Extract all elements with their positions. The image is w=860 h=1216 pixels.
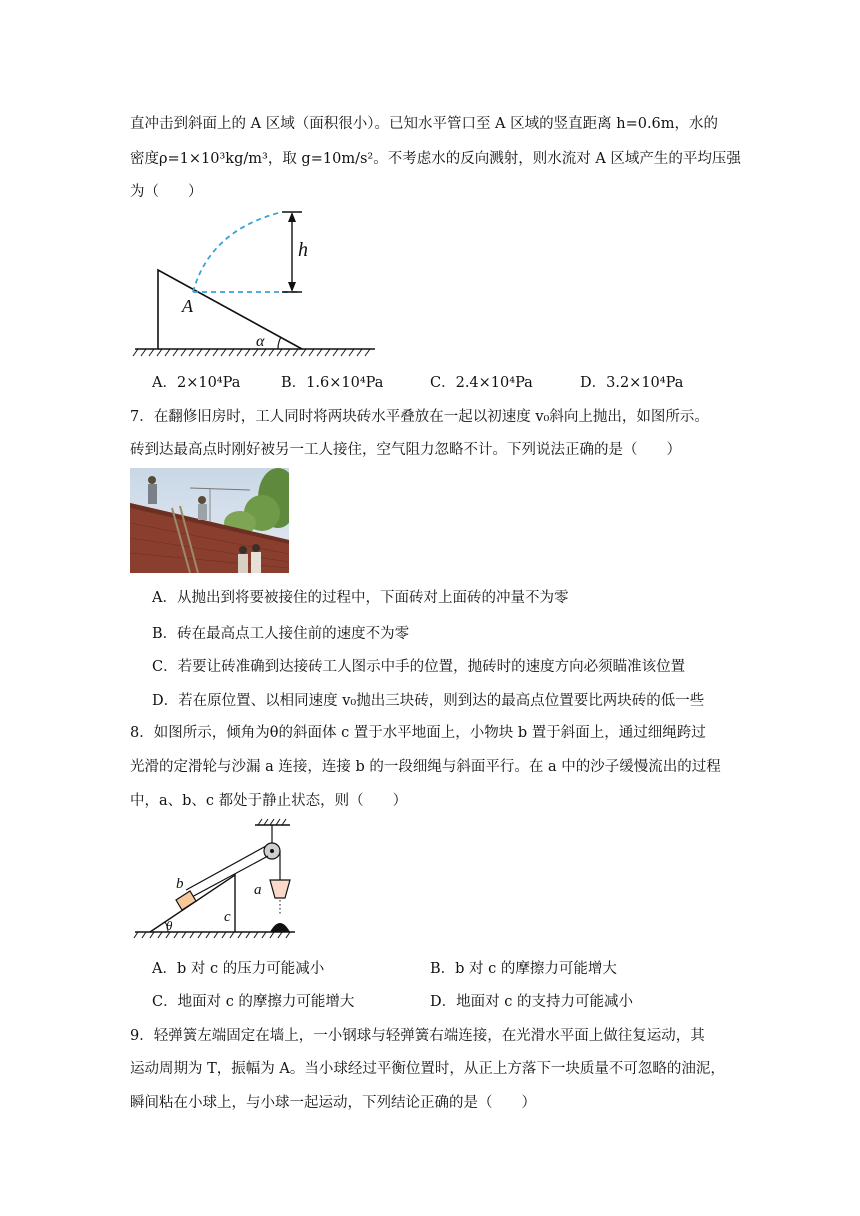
label-alpha: α bbox=[256, 333, 265, 350]
q8-option-b: B．b 对 c 的摩擦力可能增大 bbox=[430, 961, 617, 977]
q8-option-c: C．地面对 c 的摩擦力可能增大 bbox=[152, 994, 355, 1010]
sand-pile bbox=[270, 923, 290, 932]
water-trajectory bbox=[193, 212, 282, 292]
q6-incline-diagram bbox=[130, 200, 380, 362]
label-c: c bbox=[224, 909, 231, 925]
label-A: A bbox=[182, 296, 193, 316]
q7-text-line-2: 砖到达最高点时刚好被另一工人接住，空气阻力忽略不计。下列说法正确的是（ ） bbox=[130, 442, 681, 458]
q7-text-line-1: 7．在翻修旧房时，工人同时将两块砖水平叠放在一起以初速度 v₀斜向上抛出，如图所示。 bbox=[130, 409, 709, 425]
label-a: a bbox=[254, 882, 262, 898]
q9-text-line-3: 瞬间粘在小球上，与小球一起运动，下列结论正确的是（ ） bbox=[130, 1095, 536, 1111]
q6-option-c: C．2.4×10⁴Pa bbox=[430, 375, 533, 391]
q6-text-line-3: 为（ ） bbox=[130, 184, 203, 200]
q6-option-d: D．3.2×10⁴Pa bbox=[580, 375, 684, 391]
q8-pulley-diagram bbox=[130, 818, 300, 944]
brick-throwing-photo bbox=[130, 468, 289, 573]
q7-option-d: D．若在原位置、以相同速度 v₀抛出三块砖，则到达的最高点位置要比两块砖的低一些 bbox=[152, 693, 705, 709]
q9-text-line-2: 运动周期为 T，振幅为 A。当小球经过平衡位置时，从正上方落下一块质量不可忽略的油泥， bbox=[130, 1061, 725, 1077]
q7-option-c: C．若要让砖准确到达接砖工人图示中手的位置，抛砖时的速度方向必须瞄准该位置 bbox=[152, 659, 686, 675]
q8-text-line-1: 8．如图所示，倾角为θ的斜面体 c 置于水平地面上，小物块 b 置于斜面上，通过细绳跨过 bbox=[130, 725, 706, 741]
label-theta: θ bbox=[166, 918, 173, 933]
q8-option-d: D．地面对 c 的支持力可能减小 bbox=[430, 994, 633, 1010]
block-b bbox=[176, 891, 196, 910]
q8-text-line-2: 光滑的定滑轮与沙漏 a 连接，连接 b 的一段细绳与斜面平行。在 a 中的沙子缓慢流出的过程 bbox=[130, 759, 721, 775]
q8-option-a: A．b 对 c 的压力可能减小 bbox=[152, 961, 325, 977]
q9-text-line-1: 9．轻弹簧左端固定在墙上，一小钢球与轻弹簧右端连接，在光滑水平面上做往复运动，其 bbox=[130, 1028, 705, 1044]
q8-text-line-3: 中，a、b、c 都处于静止状态，则（ ） bbox=[130, 793, 408, 809]
angle-arc bbox=[278, 337, 281, 349]
q7-option-b: B．砖在最高点工人接住前的速度不为零 bbox=[152, 626, 410, 642]
sand-funnel-a bbox=[270, 880, 290, 898]
q6-option-b: B．1.6×10⁴Pa bbox=[281, 375, 384, 391]
q7-option-a: A．从抛出到将要被接住的过程中，下面砖对上面砖的冲量不为零 bbox=[152, 590, 569, 606]
label-h: h bbox=[298, 239, 308, 261]
q6-text-line-2: 密度ρ=1×10³kg/m³，取 g=10m/s²。不考虑水的反向溅射，则水流对 A 区域产生的平均压强 bbox=[130, 151, 741, 167]
label-b: b bbox=[176, 876, 184, 892]
q6-text-line-1: 直冲击到斜面上的 A 区域（面积很小）。已知水平管口至 A 区域的竖直距离 h=0.6m，水的 bbox=[130, 116, 719, 132]
q6-option-a: A．2×10⁴Pa bbox=[152, 375, 241, 391]
